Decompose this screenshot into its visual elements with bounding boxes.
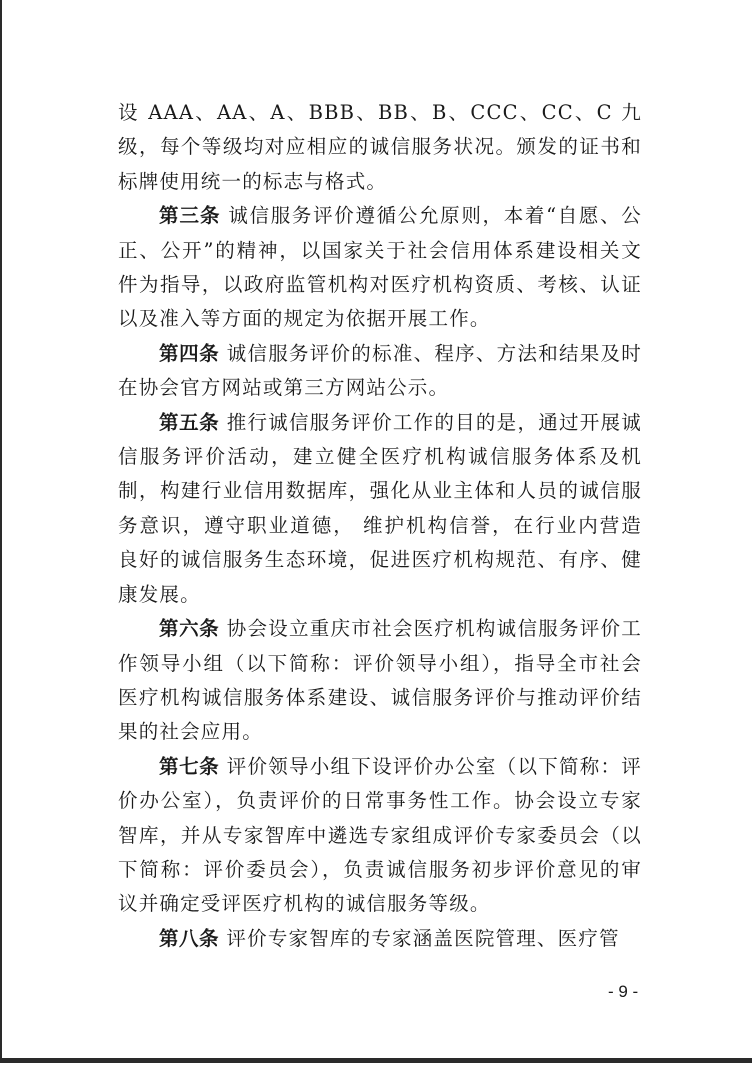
paragraph-text: 诚信服务评价遵循公允原则，本着“自愿、公正、公开”的精神，以国家关于社会信用体系建设相关文件为指导，以政府监管机构对医疗机构资质、考核、认证以及准入等方面的规定为依据开展工作。 [118,204,642,331]
paragraph-text: 评价专家智库的专家涵盖医院管理、医疗管 [226,926,620,950]
article-heading: 第三条 [159,204,221,228]
article-7 [118,750,642,922]
article-heading: 第五条 [159,410,220,434]
page-number: - 9 - [608,982,639,1001]
article-5 [118,406,642,612]
article-heading: 第七条 [159,754,220,778]
paragraph-text: 评价领导小组下设评价办公室（以下简称：评价办公室），负责评价的日常事务性工作。协会设立专家智库，并从专家智库中遴选专家组成评价专家委员会（以下简称：评价委员会），负责诚信服务初步评价意见的审议并确定受评医疗机构的诚信服务等级。 [118,754,642,916]
paragraph-continued [118,96,642,199]
paragraph-text: 协会设立重庆市社会医疗机构诚信服务评价工作领导小组（以下简称：评价领导小组），指导全市社会医疗机构诚信服务体系建设、诚信服务评价与推动评价结果的社会应用。 [118,617,642,744]
paragraph-text: 推行诚信服务评价工作的目的是，通过开展诚信服务评价活动，建立健全医疗机构诚信服务体系及机制，构建行业信用数据库，强化从业主体和人员的诚信服务意识，遵守职业道德， 维护机构信誉，在行业内营造良好的诚信服务生态环境，促进医疗机构规范、有序、健康发展。 [118,410,642,606]
paragraph-text: 诚信服务评价的标准、程序、方法和结果及时在协会官方网站或第三方网站公示。 [118,341,642,400]
article-heading: 第八条 [159,926,220,950]
article-6 [118,612,642,750]
article-4 [118,337,642,406]
article-heading: 第六条 [159,617,220,641]
article-3 [118,199,642,337]
article-8 [118,922,642,956]
body-text [118,96,642,956]
article-heading: 第四条 [159,341,220,365]
paragraph-text: 设 AAA、AA、A、BBB、BB、B、CCC、CC、C 九级，每个等级均对应相应的诚信服务状况。颁发的证书和标牌使用统一的标志与格式。 [118,101,642,193]
